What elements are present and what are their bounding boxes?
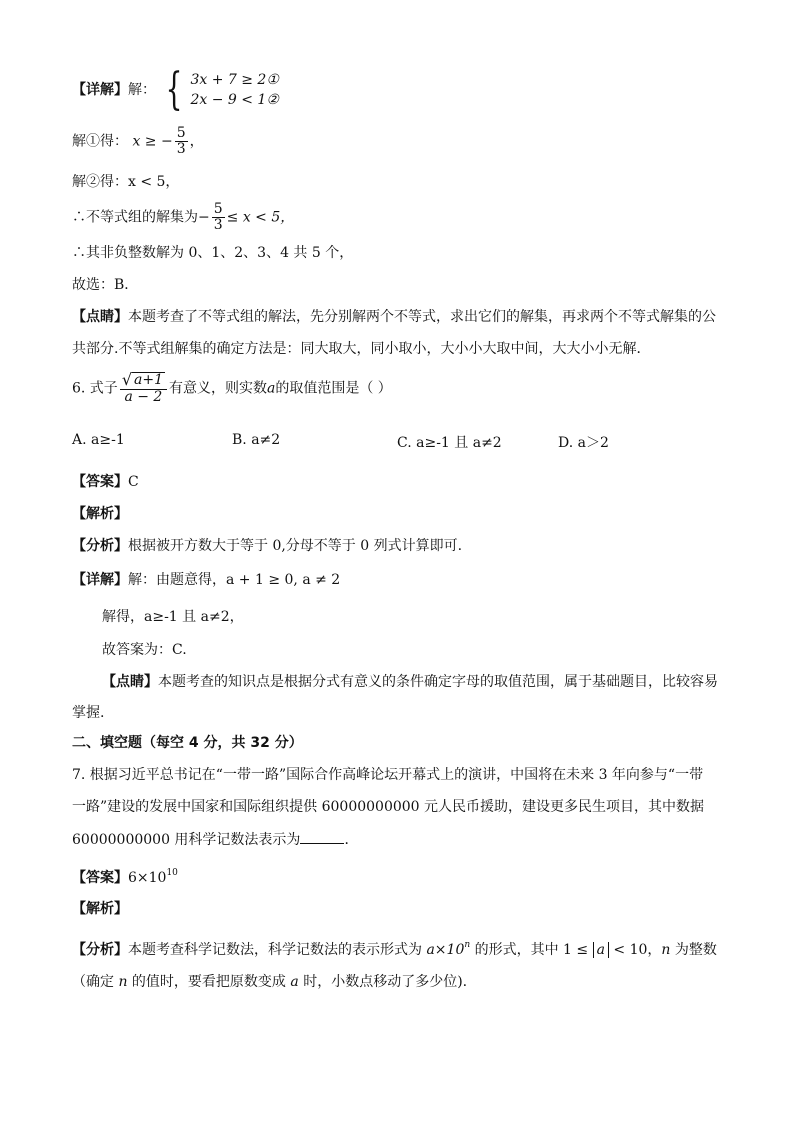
fenxi-line2c: 时，小数点移动了多少位). xyxy=(298,974,468,990)
q7-fenxi-line2 xyxy=(72,972,467,992)
q6-analysis-tag: 【解析】 xyxy=(72,506,128,522)
q7-fenxi-line1 xyxy=(72,935,717,960)
q6-option-d: D. a＞2 xyxy=(558,435,609,451)
fenxi-line2b: 的值时，要看把原数变成 xyxy=(127,974,291,990)
answer-tag: 【答案】 xyxy=(72,870,128,886)
comment-text: 本题考查了不等式组的解法，先分别解两个不等式，求出它们的解集，再求两个不等式解集的公 xyxy=(128,309,716,325)
solve1-prefix: 解①得： xyxy=(72,133,128,150)
inequality-2: 2x − 9 < 1② xyxy=(190,92,279,108)
q7-line3-text: 60000000000 用科学记数法表示为 xyxy=(72,832,301,848)
q7-analysis-tag: 【解析】 xyxy=(72,901,128,917)
radicand: a+1 xyxy=(134,372,163,388)
fenxi-tag: 【分析】 xyxy=(72,942,128,958)
p5-comment-line2: 共部分.不等式组解集的确定方法是：同大取大，同小取小，大小小大取中间，大大小小无解． xyxy=(72,341,651,357)
q6-option-a: A. a≥-1 xyxy=(72,432,125,448)
var-n: n xyxy=(661,942,671,958)
detail-tag: 【详解】 xyxy=(72,82,128,98)
solve1-tail: ， xyxy=(189,133,204,150)
formula-base: a×10 xyxy=(426,942,465,958)
p5-solve1 xyxy=(72,126,204,157)
q6-solved: 解得，a≥-1 且 a≠2， xyxy=(102,609,244,625)
q6-comment-line2: 掌握. xyxy=(72,705,105,721)
q6-stem xyxy=(72,372,392,405)
p5-comment-line1 xyxy=(72,307,716,327)
fenxi-tag: 【分析】 xyxy=(72,538,128,554)
comment-text: 本题考查的知识点是根据分式有意义的条件确定字母的取值范围，属于基础题目，比较容易 xyxy=(158,674,718,690)
q6-detail xyxy=(72,570,340,590)
q6-suffix2: 的取值范围是（ ） xyxy=(275,380,392,397)
q7-line2: 一路”建设的发展中国家和国际组织提供 60000000000 元人民币援助，建设更多民生项目，其中数据 xyxy=(72,799,705,815)
formula-exponent: n xyxy=(464,940,471,950)
q6-final: 故答案为：C. xyxy=(102,642,187,658)
frac-num: 5 xyxy=(176,125,186,141)
comment-tag: 【点睛】 xyxy=(102,674,158,690)
answer-text: C xyxy=(128,474,139,490)
solve1-lhs: x ≥ − xyxy=(132,133,173,150)
fenxi-text3: < 10， xyxy=(608,942,662,958)
answer-base: 6×10 xyxy=(128,870,167,886)
answer-tag: 【答案】 xyxy=(72,474,128,490)
q7-line1: 7. 根据习近平总书记在“一带一路”国际合作高峰论坛开幕式上的演讲，中国将在未来 3 年向参与“一带 xyxy=(72,767,704,783)
detail-tag: 【详解】 xyxy=(72,572,128,588)
q7-answer xyxy=(72,863,178,888)
q6-denominator: a − 2 xyxy=(124,389,163,405)
q7-line3-tail: ． xyxy=(344,832,359,848)
q6-option-c: C. a≥-1 且 a≠2 xyxy=(397,435,502,451)
var-n-2: n xyxy=(118,974,128,990)
frac-den: 3 xyxy=(176,141,186,157)
p5-solution-set xyxy=(72,202,294,233)
inequality-1: 3x + 7 ≥ 2① xyxy=(190,72,279,88)
fenxi-text2: 的形式，其中 1 ≤ xyxy=(470,942,593,958)
q6-prefix: 6. 式子 xyxy=(72,380,118,397)
fraction-5-3-set xyxy=(212,202,225,233)
set-tail: ≤ x < 5， xyxy=(226,209,295,226)
fenxi-text: 根据被开方数大于等于 0,分母不等于 0 列式计算即可. xyxy=(128,538,463,554)
p5-integers: ∴其非负整数解为 0、1、2、3、4 共 5 个， xyxy=(72,245,354,261)
inequality-system xyxy=(160,64,279,115)
detail-text: 解：由题意得，a + 1 ≥ 0, a ≠ 2 xyxy=(128,572,341,588)
set-prefix: ∴不等式组的解集为− xyxy=(72,209,210,226)
q6-var: a xyxy=(267,380,276,397)
q6-answer xyxy=(72,472,139,492)
q6-option-b: B. a≠2 xyxy=(232,432,281,448)
abs-value: a xyxy=(593,942,609,958)
fenxi-text4: 为整数 xyxy=(670,942,717,958)
detail-lead: 解： xyxy=(128,82,156,98)
q6-suffix: 有意义，则实数 xyxy=(169,380,267,397)
q6-radical-fraction xyxy=(120,372,167,405)
p5-choice: 故选：B． xyxy=(72,277,139,293)
fenxi-line2a: （确定 xyxy=(72,974,119,990)
fraction-5-3 xyxy=(175,126,188,157)
var-a: a xyxy=(290,974,299,990)
p5-solve2: 解②得：x < 5， xyxy=(72,174,180,190)
square-root: √ a+1 xyxy=(121,370,163,389)
brace-symbol: { xyxy=(166,64,183,115)
q6-fenxi xyxy=(72,536,462,556)
q6-comment-line1 xyxy=(102,672,718,692)
section-heading: 二、填空题（每空 4 分，共 32 分） xyxy=(72,735,303,751)
answer-blank xyxy=(300,829,344,844)
comment-tag: 【点睛】 xyxy=(72,309,128,325)
q7-line3 xyxy=(72,829,358,850)
fenxi-text1: 本题考查科学记数法，科学记数法的表示形式为 xyxy=(128,942,427,958)
p5-detail-line xyxy=(72,64,279,115)
frac-num: 5 xyxy=(213,201,223,217)
answer-exponent: 10 xyxy=(166,868,178,878)
frac-den: 3 xyxy=(213,217,223,233)
